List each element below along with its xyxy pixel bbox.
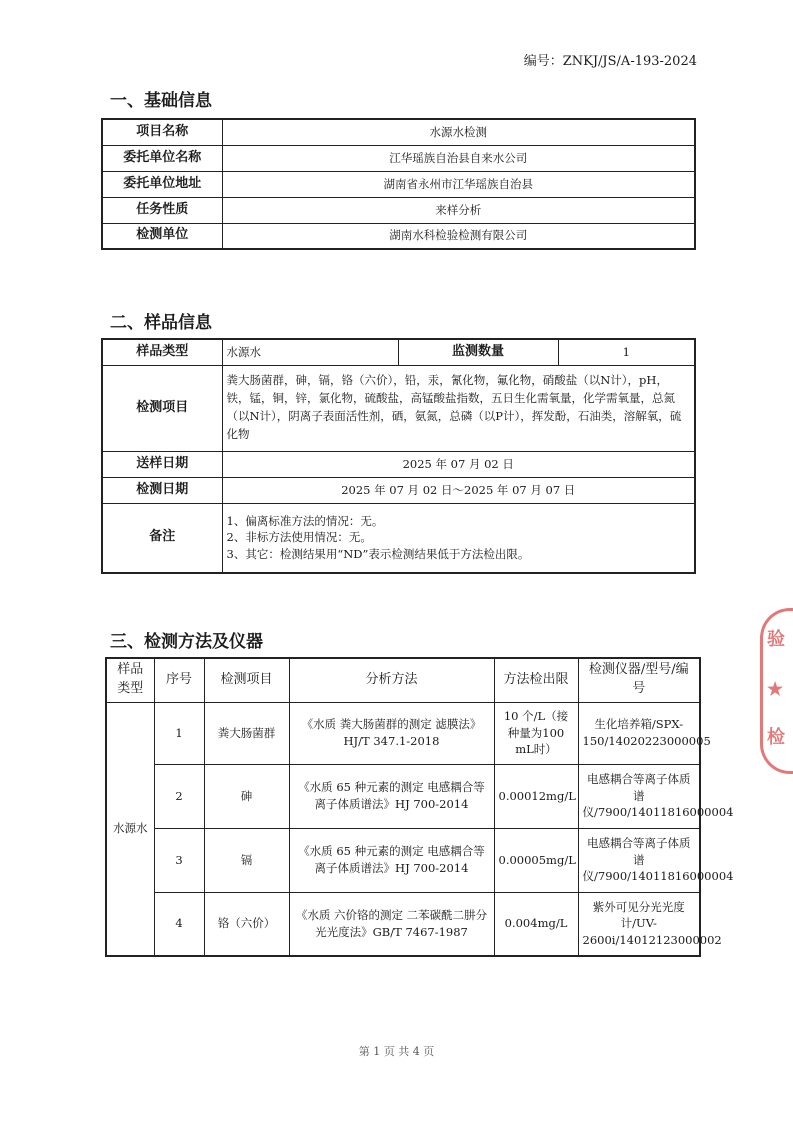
row-item: 镉 <box>204 828 289 892</box>
row-no: 4 <box>154 892 204 956</box>
document-number: 编号：ZNKJ/JS/A-193-2024 <box>523 54 697 69</box>
table-row <box>106 892 700 956</box>
note-value <box>222 503 695 573</box>
seal-stamp <box>760 608 793 774</box>
section-title-sample: 二、样品信息 <box>110 313 212 333</box>
table-row <box>106 702 700 764</box>
test-date-label: 检测日期 <box>102 477 222 503</box>
label-cell: 检测单位 <box>102 223 222 249</box>
sample-type-label: 样品类型 <box>102 339 222 365</box>
row-limit: 0.004mg/L <box>494 892 578 956</box>
sample-count-value: 1 <box>558 339 695 365</box>
row-instrument: 紫外可见分光光度计/UV-2600i/14012123000002 <box>578 892 700 956</box>
row-item: 铬（六价） <box>204 892 289 956</box>
row-no: 2 <box>154 764 204 828</box>
section-title-basic: 一、基础信息 <box>110 91 212 111</box>
note-label: 备注 <box>102 503 222 573</box>
stamp-char: 检 <box>767 727 785 748</box>
table-row <box>102 477 695 503</box>
note-line: 3、其它：检测结果用“ND”表示检测结果低于方法检出限。 <box>226 547 530 562</box>
note-line: 1、偏离标准方法的情况：无。 <box>226 513 384 528</box>
sample-type-cell: 水源水 <box>106 702 154 956</box>
table-row <box>102 339 695 365</box>
test-date-value: 2025 年 07 月 02 日～2025 年 07 月 07 日 <box>222 477 695 503</box>
label-cell: 任务性质 <box>102 197 222 223</box>
test-items-label: 检测项目 <box>102 365 222 451</box>
method-table <box>105 657 734 957</box>
send-date-label: 送样日期 <box>102 451 222 477</box>
header-method: 分析方法 <box>289 658 494 702</box>
row-limit: 10 个/L（接种量为100 mL时） <box>494 702 578 764</box>
basic-info-table <box>101 118 696 250</box>
send-date-value: 2025 年 07 月 02 日 <box>222 451 695 477</box>
page-footer: 第 1 页 共 4 页 <box>358 1045 435 1058</box>
value-cell: 水源水检测 <box>222 119 695 145</box>
section-title-method: 三、检测方法及仪器 <box>110 632 263 652</box>
label-cell: 委托单位名称 <box>102 145 222 171</box>
star-icon: ★ <box>767 679 784 700</box>
table-row <box>102 365 695 451</box>
row-instrument: 电感耦合等离子体质谱仪/7900/14011816000004 <box>578 764 700 828</box>
row-item: 砷 <box>204 764 289 828</box>
label-cell: 委托单位地址 <box>102 171 222 197</box>
table-row <box>102 145 695 171</box>
table-row <box>106 764 700 828</box>
row-no: 3 <box>154 828 204 892</box>
table-row <box>102 223 695 249</box>
header-instrument: 检测仪器/型号/编号 <box>578 658 700 702</box>
header-item: 检测项目 <box>204 658 289 702</box>
note-line: 2、非标方法使用情况：无。 <box>226 530 372 545</box>
value-cell: 来样分析 <box>222 197 695 223</box>
table-header-row <box>106 658 700 702</box>
sample-type-value: 水源水 <box>222 339 398 365</box>
row-instrument: 电感耦合等离子体质谱仪/7900/14011816000004 <box>578 828 700 892</box>
sample-info-table <box>101 338 696 574</box>
header-sample-type: 样品类型 <box>106 658 154 702</box>
value-cell: 湖南省永州市江华瑶族自治县 <box>222 171 695 197</box>
header-no: 序号 <box>154 658 204 702</box>
header-limit: 方法检出限 <box>494 658 578 702</box>
row-no: 1 <box>154 702 204 764</box>
test-items-value: 粪大肠菌群，砷，镉，铬（六价），铅，汞，氰化物，氟化物，硝酸盐（以N计），pH，铁，锰，铜，锌，氯化物，硫酸盐，高锰酸盐指数，五日生化需氧量，化学需氧量，总氮（以N计），阴离子表面活性剂，硒，氨氮，总磷（以P计），挥发酚，石油类，溶解氧，硫化物 <box>222 365 695 451</box>
table-row <box>102 171 695 197</box>
row-method: 《水质 65 种元素的测定 电感耦合等离子体质谱法》HJ 700-2014 <box>289 828 494 892</box>
row-instrument: 生化培养箱/SPX-150/14020223000005 <box>578 702 700 764</box>
row-item: 粪大肠菌群 <box>204 702 289 764</box>
table-row <box>106 828 700 892</box>
value-cell: 江华瑶族自治县自来水公司 <box>222 145 695 171</box>
row-limit: 0.00005mg/L <box>494 828 578 892</box>
table-row <box>102 197 695 223</box>
stamp-char: 验 <box>767 629 785 650</box>
label-cell: 项目名称 <box>102 119 222 145</box>
value-cell: 湖南水科检验检测有限公司 <box>222 223 695 249</box>
table-row <box>102 503 695 573</box>
row-limit: 0.00012mg/L <box>494 764 578 828</box>
table-row <box>102 451 695 477</box>
row-method: 《水质 粪大肠菌群的测定 滤膜法》HJ/T 347.1-2018 <box>289 702 494 764</box>
sample-count-label: 监测数量 <box>398 339 558 365</box>
table-row <box>102 119 695 145</box>
row-method: 《水质 六价铬的测定 二苯碳酰二肼分光光度法》GB/T 7467-1987 <box>289 892 494 956</box>
row-method: 《水质 65 种元素的测定 电感耦合等离子体质谱法》HJ 700-2014 <box>289 764 494 828</box>
